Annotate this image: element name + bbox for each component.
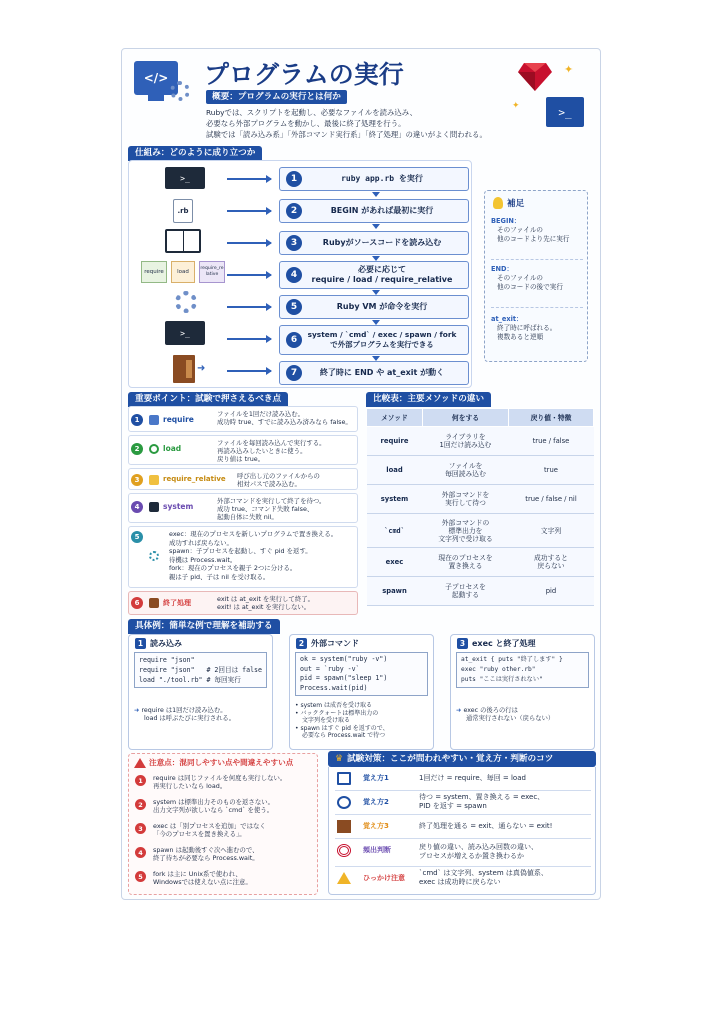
- flow-arrow: [227, 178, 271, 180]
- require-file-icon: require: [141, 261, 167, 283]
- flow-arrow: [227, 306, 271, 308]
- book-icon: [337, 772, 351, 785]
- rb-file-icon: .rb: [173, 199, 193, 223]
- tip-row: 覚え方3 終了処理を通る = exit、通らない = exit!: [335, 815, 591, 839]
- point-item-require-relative: 3 require_relative 呼び出し元のファイルからの 相対パスで読み込む。: [128, 468, 358, 490]
- code-block: ok = system("ruby -v") out = `ruby -v` pid = spawn("sleep 1") Process.wait(pid): [295, 652, 428, 696]
- flow-step: 3 Rubyがソースコードを読み込む: [279, 231, 469, 255]
- caution-label: 注意点：混同しやすい点や間違えやすい点: [149, 758, 294, 767]
- mechanism-label: 仕組み：どのように成り立つか: [128, 146, 262, 161]
- point-item-processes: 5 exec：現在のプロセスを新しいプログラムで置き換える。 成功すれば戻らない。 spawn：子プロセスを起動し、すぐ pid を返す。 待機は Process.wait。 fork：現在のプロセスを親子 2つに分ける。 親は子 pid、子は nil を受け取る。: [128, 526, 358, 588]
- flow-step: 4 必要に応じて require / load / require_relative: [279, 261, 469, 289]
- points-label: 重要ポイント：試験で押さえるべき点: [128, 392, 288, 407]
- terminal-icon: >_: [546, 97, 584, 127]
- table-row: system 外部コマンドを 実行して待つ true / false / nil: [367, 485, 594, 514]
- divider: [491, 259, 583, 260]
- monitor-stand: [148, 95, 164, 101]
- gear-icon: [170, 81, 190, 101]
- code-block: require "json" require "json" # 2回目は false load "./tool.rb" # 毎回実行: [134, 652, 267, 688]
- mechanism-panel: [128, 160, 472, 388]
- example-card: 3 exec と終了処理 at_exit { puts "終了します" } exec "ruby other.rb" puts "ここは実行されない" ➜ exec の後ろの行は 通常実行されない（戻らない）: [450, 634, 595, 750]
- caution-item: 2 system は標準出力そのものを返さない。 出力文字列が欲しいなら `cmd` を使う。: [135, 798, 315, 814]
- point-item-require: 1 require ファイルを1回だけ読み込む。 成功時 true、すでに読み込み済みなら false。: [128, 406, 358, 432]
- exit-door-icon: [337, 820, 351, 833]
- stack-icon: [149, 415, 159, 425]
- folder-icon: [149, 475, 159, 485]
- tip-row: 頻出判断 戻り値の違い、読み込み回数の違い、 プロセスが増えるか置き換わるか: [335, 839, 591, 867]
- flow-arrow: [227, 338, 271, 340]
- caution-item: 5 fork は主に Unix系で使われ、 Windowsでは使えない点に注意。: [135, 870, 315, 886]
- flow-arrow: [227, 210, 271, 212]
- monitor-code-icon: </>: [134, 61, 178, 95]
- table-row: require ライブラリを 1回だけ読み込む true / false: [367, 427, 594, 456]
- example-card: 1 読み込み require "json" require "json" # 2回目は false load "./tool.rb" # 毎回実行 ➜ require は1回だけ読み込む。 load は呼ぶたびに実行される。: [128, 634, 273, 750]
- tip-row: ひっかけ注意 `cmd` は文字列、system は真偽値系、 exec は成功時に戻らない: [335, 867, 591, 891]
- flow-step: 2 BEGIN があれば最初に実行: [279, 199, 469, 223]
- flow-arrow: [227, 274, 271, 276]
- flow-arrow: [227, 370, 271, 372]
- flow-step: 5 Ruby VM が命令を実行: [279, 295, 469, 319]
- supplement-item: BEGIN： そのファイルの 他のコードより先に実行: [491, 217, 570, 243]
- flow-step: 7 終了時に END や at_exit が動く: [279, 361, 469, 385]
- reload-icon: [149, 444, 159, 454]
- terminal-icon: >_: [165, 321, 205, 345]
- sparkle-icon: ✦: [512, 101, 520, 111]
- ruby-gem-icon: [518, 61, 552, 91]
- caution-item: 1 require は同じファイルを何度も実行しない。 再実行したいなら load。: [135, 774, 315, 790]
- example-note: • system は成否を受け取る • バッククォートは標準出力の 文字列を受け取る • spawn はすぐ pid を返すので、 必要なら Process.wait で待つ: [295, 702, 389, 740]
- tips-label: ♛ 試験対策：ここが問われやすい・覚え方・判断のコツ: [328, 751, 596, 767]
- exit-door-icon: [149, 598, 159, 608]
- exit-door-icon: [173, 355, 195, 383]
- table-header-row: メソッド 何をする 戻り値・特徴: [367, 409, 594, 427]
- terminal-icon: >_: [165, 167, 205, 189]
- branch-icon: [149, 551, 159, 561]
- arrow-icon: ➜: [134, 707, 142, 714]
- down-arrow: [372, 192, 380, 197]
- exit-arrow-icon: ➜: [197, 363, 206, 374]
- point-item-load: 2 load ファイルを毎回読み込んで実行する。 再読み込みしたいときに使う。 戻り値は true。: [128, 435, 358, 465]
- supplement-panel: [484, 190, 588, 362]
- terminal-icon: [149, 502, 159, 512]
- point-item-exit: 6 終了処理 exit は at_exit を実行して終了。 exit! は at_exit を実行しない。: [128, 591, 358, 615]
- supplement-item: END： そのファイルの 他のコードの後で実行: [491, 265, 563, 291]
- target-icon: [337, 844, 351, 857]
- book-icon: [165, 229, 201, 253]
- cheatsheet: [121, 48, 601, 900]
- flow-step: 6 system / `cmd` / exec / spawn / fork で外部プログラムを実行できる: [279, 325, 469, 355]
- flow-step: 1 ruby app.rb を実行: [279, 167, 469, 191]
- example-note: ➜ exec の後ろの行は 通常実行されない（戻らない）: [456, 707, 555, 722]
- warning-icon: [337, 872, 351, 884]
- tips-panel: [328, 767, 596, 895]
- divider: [491, 307, 583, 308]
- load-file-icon: load: [171, 261, 195, 283]
- down-arrow: [372, 224, 380, 229]
- warning-icon: [134, 758, 146, 768]
- sparkle-icon: ✦: [564, 63, 574, 76]
- overview-label: 概要：プログラムの実行とは何か: [206, 90, 347, 104]
- crown-icon: ♛: [335, 753, 344, 764]
- supplement-item: at_exit： 終了時に呼ばれる。 複数あると逆順: [491, 315, 557, 341]
- caution-item: 4 spawn は起動後すぐ次へ進むので、 終了待ちが必要なら Process.wait。: [135, 846, 315, 862]
- page-title: プログラムの実行: [204, 60, 404, 89]
- code-block: at_exit { puts "終了します" } exec "ruby other.rb" puts "ここは実行されない": [456, 652, 589, 688]
- table-row: load ファイルを 毎回読み込む true: [367, 456, 594, 485]
- compare-table: [366, 408, 594, 606]
- table-row: exec 現在のプロセスを 置き換える 成功すると 戻らない: [367, 548, 594, 577]
- tip-row: 覚え方1 1回だけ = require、毎回 = load: [335, 767, 591, 791]
- arrow-icon: ➜: [456, 707, 464, 714]
- examples-label: 具体例：簡単な例で理解を補助する: [128, 619, 280, 634]
- gear-icon: [175, 291, 197, 313]
- lightbulb-icon: [493, 197, 503, 209]
- example-note: ➜ require は1回だけ読み込む。 load は呼ぶたびに実行される。: [134, 707, 236, 722]
- point-item-system: 4 system 外部コマンドを実行して終了を待つ。 成功 true、コマンド失敗 false、 起動自体に失敗 nil。: [128, 493, 358, 523]
- table-row: spawn 子プロセスを 起動する pid: [367, 577, 594, 606]
- table-row: `cmd` 外部コマンドの 標準出力を 文字列で受け取る 文字列: [367, 514, 594, 548]
- example-card: 2 外部コマンド ok = system("ruby -v") out = `ruby -v` pid = spawn("sleep 1") Process.wait(pid) • system は成否を受け取る • バッククォートは標準出力の 文字列を受け取る • spawn はすぐ pid を返すので、 必要なら Process.wait で待つ: [289, 634, 434, 750]
- caution-item: 3 exec は「別プロセスを追加」ではなく 「今のプロセスを置き換える」。: [135, 822, 315, 838]
- overview-text: Rubyでは、スクリプトを起動し、必要なファイルを読み込み、 必要なら外部プログラムを動かし、最後に終了処理を行う。 試験では「読み込み系」「外部コマンド実行系」「終了処理」の違いがよく問われる。: [206, 108, 487, 139]
- clock-icon: [337, 796, 351, 809]
- tip-row: 覚え方2 待つ = system、置き換える = exec、 PID を返す = spawn: [335, 791, 591, 815]
- require-relative-file-icon: require_relative: [199, 261, 225, 283]
- supplement-title: 補足: [507, 199, 525, 209]
- flow-arrow: [227, 242, 271, 244]
- compare-label: 比較表：主要メソッドの違い: [366, 392, 491, 407]
- caution-panel: [128, 753, 318, 895]
